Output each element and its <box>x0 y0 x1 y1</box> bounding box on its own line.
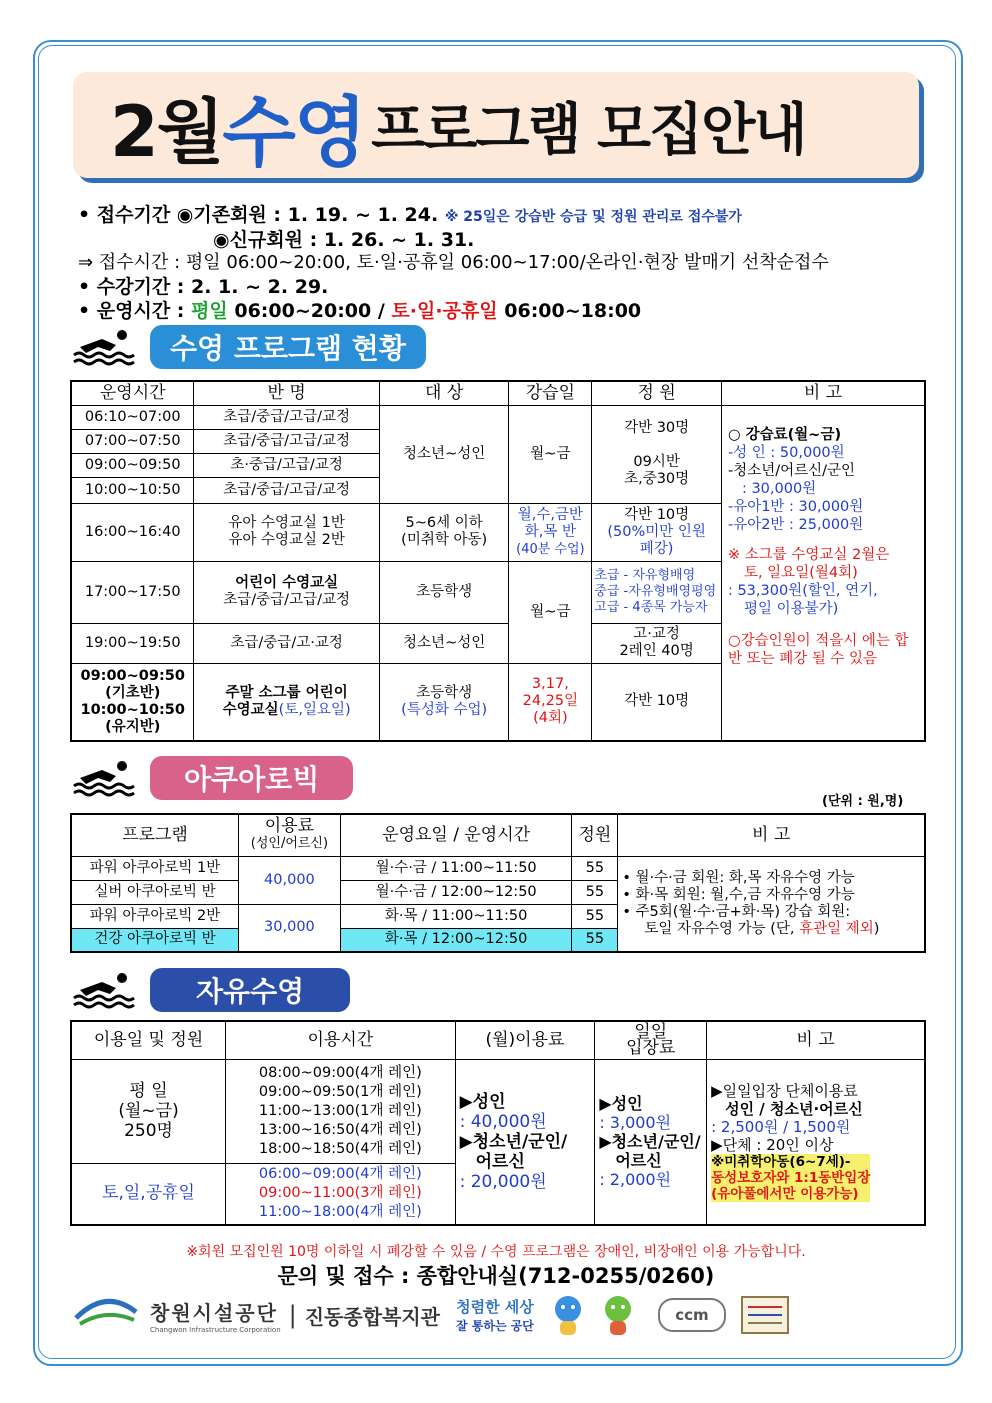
time-line: 09:00~09:50(1개 레인) <box>258 1083 422 1100</box>
col-header-line: 이용료 <box>264 816 315 837</box>
operating-hours-label: • 운영시간 : <box>78 300 185 322</box>
title-swim: 수영 <box>222 87 366 177</box>
program-cell: 실버 아쿠아로빅 반 <box>71 880 239 904</box>
target-cell <box>379 503 509 561</box>
swim-section-title: 수영 프로그램 현황 <box>150 325 426 369</box>
slogan-logo <box>456 1296 534 1334</box>
col-header: 이용일 및 정원 <box>71 1021 226 1059</box>
col-header: 운영요일 / 운영시간 <box>340 814 572 856</box>
mascot-blue-icon <box>548 1293 588 1337</box>
time-cell: 16:00~16:40 <box>71 503 194 561</box>
daily-fee-cell <box>595 1059 707 1225</box>
days-line: 24,25일 <box>522 693 579 710</box>
registration-existing: • 접수기간 ◉기존회원 : 1. 19. ~ 1. 24. <box>78 204 439 226</box>
footer-note: ※회원 모집인원 10명 이하일 시 폐강할 수 있음 / 수영 프로그램은 장애인, 비장애인 이용 가능합니다. <box>186 1244 806 1260</box>
note-line: -성 인 : 50,000원 <box>727 444 845 461</box>
weekday-line: (월~금) <box>118 1101 179 1121</box>
class-cell: 초급/중급/고·교정 <box>194 623 379 663</box>
fee-line: : 40,000원 <box>459 1111 547 1132</box>
fee-line: 어르신 <box>475 1151 525 1172</box>
schedule-cell: 월·수·금 / 12:00~12:50 <box>340 880 572 904</box>
note-line: : 30,000원 <box>741 480 817 497</box>
col-header: 이용시간 <box>226 1021 456 1059</box>
time-line: 11:00~18:00(4개 레인) <box>258 1204 422 1221</box>
schedule-cell: 화·목 / 12:00~12:50 <box>340 928 572 952</box>
capacity-line: 각반 30명 <box>624 420 690 436</box>
capacity-line: 폐강) <box>639 540 674 557</box>
weekend-times <box>226 1163 456 1225</box>
target-line: (미취학 아동) <box>401 532 488 548</box>
class-cell <box>194 561 379 623</box>
time-line: (유지반) <box>105 718 161 735</box>
weekend-cell: 토,일,공휴일 <box>71 1163 226 1225</box>
title-month: 2월 <box>110 90 223 173</box>
program-cell: 파워 아쿠아로빅 1반 <box>71 856 239 880</box>
page-title <box>110 78 890 177</box>
col-header: 비 고 <box>721 381 925 405</box>
info-line-1 <box>78 203 742 229</box>
fee-line: : 2,000원 <box>599 1170 672 1190</box>
col-header: 운영시간 <box>71 381 194 405</box>
table-header-row <box>71 814 925 856</box>
fee-cell: 40,000 <box>239 856 341 904</box>
aqua-notes <box>618 856 925 952</box>
changwon-emblem-icon <box>70 1294 142 1336</box>
table-row <box>71 856 925 880</box>
child-note <box>711 1154 870 1202</box>
note-line: • 주5회(월·수·금+화·목) 강습 회원: <box>622 903 851 920</box>
note-line: ○강습인원이 적을시 에는 합반 또는 폐강 될 수 있음 <box>727 632 909 667</box>
time-line: 13:00~16:50(4개 레인) <box>258 1121 422 1138</box>
free-swim-notes <box>707 1059 925 1225</box>
time-line: 08:00~09:00(4개 레인) <box>258 1064 422 1081</box>
capacity-cell: 55 <box>572 928 618 952</box>
target-cell: 청소년~성인 <box>379 405 509 503</box>
days-cell <box>509 503 592 561</box>
col-header: 강습일 <box>509 381 592 405</box>
col-header <box>595 1021 707 1059</box>
note-line: ※ 소그룹 수영교실 2월은 <box>727 546 890 563</box>
class-line: 어린이 수영교실 <box>235 575 339 591</box>
col-header: 정 원 <box>592 381 722 405</box>
table-row <box>71 405 925 429</box>
capacity-line: 2레인 40명 <box>619 643 694 659</box>
note-line: 휴관일 제외 <box>799 920 874 937</box>
time-cell: 09:00~09:50 <box>71 453 194 477</box>
note-line: -유아1반 : 30,000원 <box>727 498 864 515</box>
note-line: 성인 / 청소년·어르신 <box>725 1099 863 1118</box>
capacity-cell: 55 <box>572 880 618 904</box>
class-line: 초급/중급/고급/교정 <box>223 592 350 608</box>
col-header: 비 고 <box>707 1021 925 1059</box>
time-cell: 10:00~10:50 <box>71 477 194 503</box>
col-header: 반 명 <box>194 381 379 405</box>
time-cell: 17:00~17:50 <box>71 561 194 623</box>
target-cell <box>379 663 509 741</box>
fee-line: ▶청소년/군인/ <box>599 1132 701 1152</box>
capacity-line: 중급 -자유형배영평영 <box>594 584 717 599</box>
time-line: 09:00~11:00(3개 레인) <box>258 1185 422 1202</box>
note-line: ▶일일입장 단체이용료 <box>711 1081 858 1100</box>
org-logo <box>150 1297 281 1334</box>
class-line: 수영교실 <box>222 701 279 718</box>
class-cell: 초·중급/고급/교정 <box>194 453 379 477</box>
slogan-line: 청렴한 세상 <box>456 1298 534 1316</box>
capacity-cell <box>592 503 722 561</box>
capacity-cell <box>592 561 722 623</box>
capacity-cell <box>592 405 722 503</box>
target-line: (특성화 수업) <box>401 701 488 718</box>
col-header: 정원 <box>572 814 618 856</box>
table-row <box>71 1059 925 1163</box>
weekday-label: 평일 <box>191 300 228 322</box>
note-line: 동성보호자와 1:1동반입장 <box>711 1169 871 1186</box>
weekend-hours: 06:00~18:00 <box>504 300 642 322</box>
capacity-cell: 55 <box>572 856 618 880</box>
weekday-line: 평 일 <box>129 1081 168 1101</box>
time-line: (기초반) <box>105 684 161 701</box>
capacity-line: 고·교정 <box>633 626 680 642</box>
time-cell <box>71 663 194 741</box>
weekend-label: 토·일·공휴일 <box>391 300 498 322</box>
time-line: 10:00~10:50 <box>80 701 185 718</box>
class-cell <box>194 503 379 561</box>
registration-time: ⇒ 접수시간 : 평일 06:00~20:00, 토·일·공휴일 06:00~17:00/온라인·현장 발매기 선착순접수 <box>78 252 829 273</box>
days-cell <box>509 663 592 741</box>
note-line: 평일 이용불가) <box>743 600 839 617</box>
org-name: 창원시설공단 <box>150 1300 278 1325</box>
note-line: 토, 일요일(월4회) <box>743 564 858 581</box>
days-line: (4회) <box>533 710 568 727</box>
time-cell: 07:00~07:50 <box>71 429 194 453</box>
note-line: : 2,500원 / 1,500원 <box>711 1117 851 1136</box>
note-line: ○ 강습료(월~금) <box>727 426 842 443</box>
class-cell <box>194 663 379 741</box>
weekday-hours: 06:00~20:00 / <box>234 300 385 322</box>
fee-line: : 3,000원 <box>599 1113 672 1133</box>
note-line: ※미취학아동(6~7세)- <box>711 1153 851 1170</box>
certificate-icon <box>740 1295 790 1335</box>
monthly-fee-cell <box>455 1059 595 1225</box>
days-cell: 월~금 <box>509 561 592 663</box>
time-line: 06:00~09:00(4개 레인) <box>258 1166 422 1183</box>
fee-line: 어르신 <box>615 1151 662 1171</box>
class-cell: 초급/중급/고급/교정 <box>194 429 379 453</box>
class-line: 유아 수영교실 2반 <box>228 532 345 548</box>
note-line: ) <box>873 920 880 937</box>
col-header-line: 입장료 <box>626 1038 676 1059</box>
registration-note: ※ 25일은 강습반 승급 및 정원 관리로 접수불가 <box>444 209 742 225</box>
capacity-line: 고급 - 4종목 가능자 <box>594 600 708 615</box>
class-cell: 초급/중급/고급/교정 <box>194 477 379 503</box>
aqua-table <box>70 813 926 953</box>
days-line: 화,목 반 <box>524 523 576 540</box>
table-header-row <box>71 1021 925 1059</box>
capacity-line: 초,중30명 <box>624 471 690 487</box>
days-cell: 월~금 <box>509 405 592 503</box>
capacity-line: 09시반 <box>633 454 680 470</box>
note-line: : 53,300원(할인, 연기, <box>727 582 878 599</box>
target-line: 초등학생 <box>416 684 473 701</box>
note-line: 토일 자유수영 가능 (단, <box>644 920 795 937</box>
note-line: (유아풀에서만 이용가능) <box>711 1185 859 1202</box>
slogan-line: 잘 통하는 공단 <box>455 1319 534 1333</box>
free-section-title: 자유수영 <box>150 968 350 1012</box>
aqua-section-title: 아쿠아로빅 <box>150 756 353 800</box>
free-swim-table <box>70 1020 926 1226</box>
schedule-cell: 월·수·금 / 11:00~11:50 <box>340 856 572 880</box>
col-header: 프로그램 <box>71 814 239 856</box>
capacity-line: (50%미만 인원 <box>607 523 706 540</box>
table-header-row <box>71 381 925 405</box>
time-cell: 06:10~07:00 <box>71 405 194 429</box>
target-cell: 청소년~성인 <box>379 623 509 663</box>
aqua-section-header <box>72 756 353 800</box>
swimmer-icon <box>72 327 136 367</box>
fee-line: ▶성인 <box>459 1091 506 1112</box>
fee-line: : 20,000원 <box>459 1171 547 1192</box>
swim-program-table <box>70 380 926 742</box>
capacity-cell <box>592 623 722 663</box>
note-line: ▶단체 : 20인 이상 <box>711 1135 834 1154</box>
title-rest: 프로그램 모집안내 <box>371 98 806 163</box>
capacity-line: 각반 10명 <box>624 506 690 523</box>
free-section-header <box>72 968 350 1012</box>
mascot-green-icon <box>598 1293 638 1337</box>
weekday-line: 250명 <box>124 1121 173 1141</box>
operating-hours <box>78 299 641 323</box>
divider: | <box>288 1301 297 1329</box>
target-line: 5~6세 이하 <box>405 515 483 531</box>
note-line: -유아2반 : 25,000원 <box>727 516 864 533</box>
class-line: 유아 수영교실 1반 <box>228 515 345 531</box>
weekday-times <box>226 1059 456 1163</box>
col-header <box>239 814 341 856</box>
capacity-line: 초급 - 자유형배영 <box>594 568 696 583</box>
days-line: 월,수,금반 <box>517 506 583 523</box>
note-line: • 월·수·금 회원: 화,목 자유수영 가능 <box>622 869 855 886</box>
time-line: 11:00~13:00(1개 레인) <box>258 1102 422 1119</box>
fee-line: ▶청소년/군인/ <box>459 1131 568 1152</box>
org-name-en: Changwon Infrastructure Corporation <box>150 1325 281 1334</box>
logo-bar <box>70 1292 930 1338</box>
course-period: • 수강기간 : 2. 1. ~ 2. 29. <box>78 276 329 298</box>
capacity-cell: 55 <box>572 904 618 928</box>
time-cell: 19:00~19:50 <box>71 623 194 663</box>
time-line: 18:00~18:50(4개 레인) <box>258 1140 422 1157</box>
target-cell: 초등학생 <box>379 561 509 623</box>
class-line: 주말 소그룹 어린이 <box>225 684 348 701</box>
program-cell: 건강 아쿠아로빅 반 <box>71 928 239 952</box>
note-line: • 화·목 회원: 월,수,금 자유수영 가능 <box>622 886 855 903</box>
class-line: (토,일요일) <box>278 701 351 718</box>
weekday-cell <box>71 1059 226 1163</box>
swim-section-header <box>72 325 426 369</box>
swim-notes <box>721 405 925 741</box>
days-line: (40분 수업) <box>516 541 585 557</box>
registration-new: ◉신규회원 : 1. 26. ~ 1. 31. <box>213 229 475 251</box>
ccm-logo: ccm <box>658 1298 726 1332</box>
swimmer-icon <box>72 970 136 1010</box>
swimmer-icon <box>72 758 136 798</box>
col-header-line: 일일 <box>634 1022 668 1043</box>
note-line: -청소년/어르신/군인 <box>727 462 856 479</box>
program-cell: 파워 아쿠아로빅 2반 <box>71 904 239 928</box>
welfare-center-name: 진동종합복지관 <box>304 1304 440 1329</box>
fee-cell: 30,000 <box>239 904 341 952</box>
time-line: 09:00~09:50 <box>80 667 185 684</box>
class-cell: 초급/중급/고급/교정 <box>194 405 379 429</box>
unit-label: (단위 : 원,명) <box>822 794 904 809</box>
fee-line: ▶성인 <box>599 1094 643 1114</box>
days-line: 3,17, <box>531 676 569 693</box>
col-header: 비 고 <box>618 814 925 856</box>
col-header-line: (성인/어르신) <box>250 836 329 852</box>
contact-info: 문의 및 접수 : 종합안내실(712-0255/0260) <box>277 1264 715 1288</box>
schedule-cell: 화·목 / 11:00~11:50 <box>340 904 572 928</box>
capacity-cell: 각반 10명 <box>592 663 722 741</box>
col-header: 대 상 <box>379 381 509 405</box>
col-header: (월)이용료 <box>455 1021 595 1059</box>
